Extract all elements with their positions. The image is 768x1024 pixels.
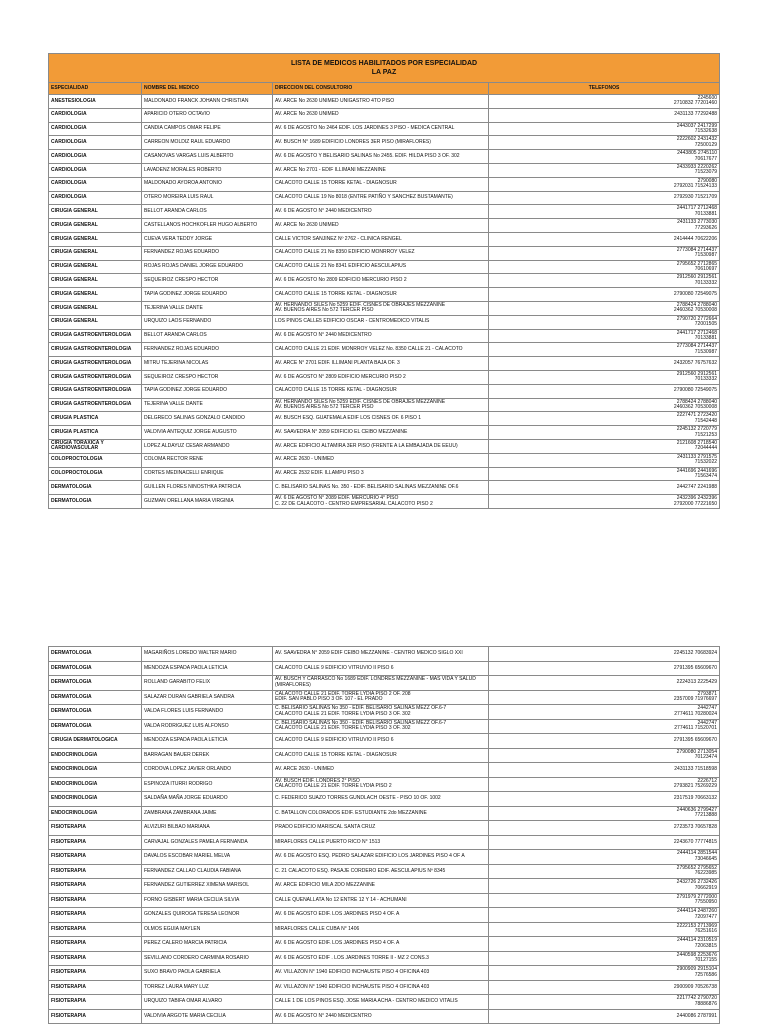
specialty-cell: COLOPROCTOLOGIA — [49, 467, 142, 481]
specialty-cell: FISIOTERAPIA — [49, 835, 142, 850]
specialty-cell: FISIOTERAPIA — [49, 893, 142, 908]
doctor-name-cell: APARICIO OTERO OCTAVIO — [142, 108, 273, 122]
phones-cell: 2790080 2792031 71524133 — [489, 177, 720, 191]
table-row — [49, 412, 720, 426]
table-row — [49, 647, 720, 662]
doctor-name-cell: MALDONADO AYOROA ANTONIO — [142, 177, 273, 191]
specialty-cell: CIRUGIA GENERAL — [49, 315, 142, 329]
doctor-name-cell: ZAMBRANA ZAMBRANA JAIME — [142, 806, 273, 821]
address-cell: CALACOTO CALLE 15 TORRE KETAL - DIAGNOSUR — [273, 748, 489, 763]
doctor-name-cell: ESPINOZA ITURRI RODRIGO — [142, 777, 273, 792]
table-row — [49, 191, 720, 205]
phones-cell: 2431133 2791575 71532022 — [489, 453, 720, 467]
phones-cell: 2723573 70657828 — [489, 821, 720, 836]
doctor-name-cell: SALDAÑA MAÑA JORGE EDUARDO — [142, 792, 273, 807]
table-row — [49, 690, 720, 705]
table-row — [49, 150, 720, 164]
specialty-cell: CIRUGIA PLASTICA — [49, 426, 142, 440]
doctor-name-cell: VALDA RODRIGUEZ LUIS ALFONSO — [142, 719, 273, 734]
table-row — [49, 719, 720, 734]
address-cell: AV. ARCE No 2630 UNIMED — [273, 108, 489, 122]
phones-cell: 2442747 2774611 71520701 — [489, 719, 720, 734]
phones-cell: 2121608 2718540 72044444 — [489, 439, 720, 453]
table-row — [49, 370, 720, 384]
phones-cell: 2912560 2912561 70133332 — [489, 274, 720, 288]
table-row — [49, 705, 720, 720]
doctor-name-cell: BARRAGAN BAUER DEREK — [142, 748, 273, 763]
table-row — [49, 995, 720, 1010]
specialty-cell: CIRUGIA GENERAL — [49, 219, 142, 233]
table-row — [49, 937, 720, 952]
table-row — [49, 908, 720, 923]
doctor-name-cell: TORREZ LAURA MARY LUZ — [142, 980, 273, 995]
table-row — [49, 232, 720, 246]
address-cell: CALACOTO CALLE 21 No 8350 EDIFICIO MONRROY VELEZ — [273, 246, 489, 260]
phones-cell: 2773084 2714437 71530987 — [489, 343, 720, 357]
specialty-cell: CIRUGIA GENERAL — [49, 288, 142, 302]
phones-cell: 2222153 2713969 76251616 — [489, 922, 720, 937]
phones-cell: 2443805 2745110 70617677 — [489, 150, 720, 164]
doctor-name-cell: GUILLEN FLORES NINOSTHKA PATRICIA — [142, 481, 273, 495]
phones-cell: 2222602 2431432 72500129 — [489, 136, 720, 150]
table-row — [49, 439, 720, 453]
doctor-name-cell: MAGARIÑOS LOREDO WALTER MARIO — [142, 647, 273, 662]
specialty-cell: ENDOCRINOLOGIA — [49, 806, 142, 821]
specialty-cell: FISIOTERAPIA — [49, 995, 142, 1010]
table-row — [49, 136, 720, 150]
phones-cell: 2793871 2357009 71976697 — [489, 690, 720, 705]
doctor-name-cell: PEREZ CALERO MARCIA PATRICIA — [142, 937, 273, 952]
table-row — [49, 1009, 720, 1024]
doctor-name-cell: TAPIA GODINEZ JORGE EDUARDO — [142, 288, 273, 302]
phones-cell: 2790080 72549075 — [489, 384, 720, 398]
address-cell: AV. 6 DE AGOSTO EDIF. LOS JARDINES PISO 4 OF. A — [273, 908, 489, 923]
table-row — [49, 879, 720, 894]
doctor-name-cell: ROJAS ROJAS DANIEL JORGE EDUARDO — [142, 260, 273, 274]
phones-cell: 2317519 70663132 — [489, 792, 720, 807]
doctors-table-page-2 — [48, 646, 720, 1024]
table-row — [49, 398, 720, 412]
address-cell: AV. SAAVEDRA N° 2059 EDIF CEIBO MEZZANINE - CENTRO MEDICO SIGLO XXI — [273, 647, 489, 662]
specialty-cell: CIRUGIA GASTROENTEROLOGIA — [49, 384, 142, 398]
table-row — [49, 777, 720, 792]
phones-cell: 2912560 2912561 70133332 — [489, 370, 720, 384]
header-nombre: NOMBRE DEL MEDICO — [142, 83, 273, 95]
address-cell: CALACOTO CALLE 15 TORRE KETAL - DIAGNOSUR — [273, 288, 489, 302]
specialty-cell: FISIOTERAPIA — [49, 966, 142, 981]
address-cell: C. BELISARIO SALINAS No 350 - EDIF. BELISARIO SALINAS MEZZ OF.6-7 CALACOTO CALLE 21 EDIF. TORRE LYDIA PISO 3 OF. 302 — [273, 705, 489, 720]
specialty-cell: FISIOTERAPIA — [49, 864, 142, 879]
address-cell: AV. 6 DE AGOSTO N° 2440 MEDICENTRO — [273, 1009, 489, 1024]
specialty-cell: CIRUGIA GENERAL — [49, 232, 142, 246]
table-row — [49, 453, 720, 467]
phones-cell: 2440636 2799427 77213888 — [489, 806, 720, 821]
specialty-cell: DERMATOLOGIA — [49, 647, 142, 662]
doctor-name-cell: SEQUEIROZ CRESPO HECTOR — [142, 274, 273, 288]
table-row — [49, 835, 720, 850]
doctor-name-cell: VALDIVIA ARGOTE MARIA CECILIA — [142, 1009, 273, 1024]
table-row — [49, 850, 720, 865]
phones-cell: 2224313 2225429 — [489, 676, 720, 691]
specialty-cell: ENDOCRINOLOGIA — [49, 777, 142, 792]
address-cell: AV. ARCE No 2630 UNIMED — [273, 219, 489, 233]
address-cell: LOS PINOS CALLE5 EDIFICIO OSCAR - CENTROMEDICO VITALIS — [273, 315, 489, 329]
address-cell: AV. BUSCH EDIF. LONDRES 2° PISO CALACOTO CALLE 21 EDIF. TORRE LYDIA PISO 2 — [273, 777, 489, 792]
doctor-name-cell: SEQUEIROZ CRESPO HECTOR — [142, 370, 273, 384]
doctor-name-cell: FERNANDEZ ROJAS EDUARDO — [142, 246, 273, 260]
address-cell: AV. SAAVEDRA N° 2059 EDIFICIO EL CEIBO MEZZANINE — [273, 426, 489, 440]
table-row — [49, 951, 720, 966]
doctors-table-page-1 — [48, 53, 720, 509]
table-row — [49, 177, 720, 191]
phones-cell: 2442747 2774611 70280024 — [489, 705, 720, 720]
doctor-name-cell: URQUIZO LAOS FERNANDO — [142, 315, 273, 329]
specialty-cell: DERMATOLOGIA — [49, 661, 142, 676]
doctor-name-cell: LAVADENZ MORALES ROBERTO — [142, 163, 273, 177]
doctor-name-cell: FERNANDEZ CALLAO CLAUDIA FABIANA — [142, 864, 273, 879]
doctor-name-cell: CASANOVAS VARGAS LUIS ALBERTO — [142, 150, 273, 164]
address-cell: AV. 6 DE AGOSTO No 2809 EDIFICIO MERCURIO PISO 2 — [273, 274, 489, 288]
table-title — [49, 54, 720, 83]
phones-cell: 2431133 77292488 — [489, 108, 720, 122]
specialty-cell: CIRUGIA TORAXICA Y CARDIOVASCULAR — [49, 439, 142, 453]
address-cell: AV. ARCE No 2701 - EDIF ILLIMANI MEZZANINE — [273, 163, 489, 177]
phones-cell: 2245600 2710832 77201460 — [489, 95, 720, 109]
address-cell: AV. 6 DE AGOSTO ESQ. PEDRO SALAZAR EDIFICIO LOS JARDINES PISO 4 OF A — [273, 850, 489, 865]
doctor-name-cell: CORTES MEDINACELLI ENRIQUE — [142, 467, 273, 481]
phones-cell: 2773084 2714437 71530987 — [489, 246, 720, 260]
address-cell: AV. 6 DE AGOSTO N° 2440 MEDICENTRO — [273, 205, 489, 219]
address-cell: C. 21 CALACOTO ESQ. PASAJE CORDERO EDIF. AESCULAPIUS Nº 8345 — [273, 864, 489, 879]
doctor-name-cell: GONZALES QUIROGA TERESA LEONOR — [142, 908, 273, 923]
phones-cell: 2442747 2241988 — [489, 481, 720, 495]
table-row — [49, 274, 720, 288]
phones-cell: 2440086 2787991 — [489, 1009, 720, 1024]
address-cell: AV. HERNANDO SILES No 5259 EDIF. CISNES DE OBRAJES MEZZANINE AV. BUENOS AIRES No 572 TERCER PISO — [273, 301, 489, 315]
address-cell: AV. ARCE 2630 - UNIMED — [273, 453, 489, 467]
doctor-name-cell: CANDIA CAMPOS OMAR FELIPE — [142, 122, 273, 136]
table-row — [49, 966, 720, 981]
table-row — [49, 246, 720, 260]
specialty-cell: COLOPROCTOLOGIA — [49, 453, 142, 467]
table-row — [49, 426, 720, 440]
phones-cell: 2788424 2788040 2460362 70530008 — [489, 301, 720, 315]
phones-cell: 2790720 2772664 72001505 — [489, 315, 720, 329]
specialty-cell: CIRUGIA GENERAL — [49, 246, 142, 260]
address-cell: AV. BUSCH N° 1689 EDIFICIO LONDRES 3ER PISO (MIRAFLORES) — [273, 136, 489, 150]
table-row — [49, 260, 720, 274]
doctor-name-cell: OTERO MOREIRA LUIS RAUL — [142, 191, 273, 205]
specialty-cell: ENDOCRINOLOGIA — [49, 763, 142, 778]
table-row — [49, 763, 720, 778]
address-cell: CALACOTO CALLE 19 No 8018 (ENTRE PATIÑO Y SANCHEZ BUSTAMANTE) — [273, 191, 489, 205]
doctor-name-cell: TEJERINA VALLE DANTE — [142, 398, 273, 412]
phones-cell: 2792930 71521709 — [489, 191, 720, 205]
specialty-cell: DERMATOLOGIA — [49, 676, 142, 691]
table-row — [49, 893, 720, 908]
doctor-name-cell: CASTELLANOS HOCHKOFLER HUGO ALBERTO — [142, 219, 273, 233]
specialty-cell: FISIOTERAPIA — [49, 922, 142, 937]
doctor-name-cell: CUEVA VERA TEDDY JORGE — [142, 232, 273, 246]
phones-cell: 2790080 2713054 70123474 — [489, 748, 720, 763]
phones-cell: 2443037 2417299 71532638 — [489, 122, 720, 136]
address-cell: AV. 6 DE AGOSTO EDIF . LOS JARDINES TORRE II - MZ 2 CONS.3 — [273, 951, 489, 966]
table-row — [49, 329, 720, 343]
address-cell: AV. ARCE EDIFICIO ALTAMIRA 3ER PISO (FRENTE A LA EMBAJADA DE EEUU) — [273, 439, 489, 453]
address-cell: AV. BUSCH Y CARRASCO No 1689 EDIF. LONDRES MEZZANINE - MAS VIDA Y SALUD (MIRAFLORES) — [273, 676, 489, 691]
table-row — [49, 288, 720, 302]
phones-cell: 2791395 65609670 — [489, 734, 720, 749]
specialty-cell: CIRUGIA GASTROENTEROLOGIA — [49, 357, 142, 371]
phones-cell: 2441696 2441696 71563474 — [489, 467, 720, 481]
address-cell: CALACOTO CALLE 21 No 8341 EDIFICIO AESCULAPIUS — [273, 260, 489, 274]
title-line-1: LISTA DE MEDICOS HABILITADOS POR ESPECIALIDAD — [290, 60, 478, 67]
address-cell: AV. BUSCH ESQ. GUATEMALA EDIF LOS CISNES OF. 6 PISO 1 — [273, 412, 489, 426]
specialty-cell: DERMATOLOGIA — [49, 705, 142, 720]
phones-cell: 2444114 2851544 73046645 — [489, 850, 720, 865]
table-row — [49, 343, 720, 357]
table-row — [49, 661, 720, 676]
doctor-name-cell: ROLLAND GARABITO FELIX — [142, 676, 273, 691]
specialty-cell: FISIOTERAPIA — [49, 980, 142, 995]
specialty-cell: FISIOTERAPIA — [49, 879, 142, 894]
phones-cell: 2788424 2788040 2460362 70530008 — [489, 398, 720, 412]
phones-cell: 2217742 2790720 78886876 — [489, 995, 720, 1010]
phones-cell: 2440598 2253676 70127155 — [489, 951, 720, 966]
specialty-cell: CIRUGIA GASTROENTEROLOGIA — [49, 329, 142, 343]
phones-cell: 2432396 2432396 2792000 77221650 — [489, 495, 720, 509]
phones-cell: 2433933 2220262 71523079 — [489, 163, 720, 177]
address-cell: AV. ARCE No 2630 UNIMED UNIGASTRO 4TO PISO — [273, 95, 489, 109]
doctor-name-cell: BELLOT ARANDA CARLOS — [142, 205, 273, 219]
header-direccion: DIRECCION DEL CONSULTORIO — [273, 83, 489, 95]
specialty-cell: FISIOTERAPIA — [49, 937, 142, 952]
doctor-name-cell: MALDONADO FRANCK JOHANN CHRISTIAN — [142, 95, 273, 109]
doctor-name-cell: SEVILLANO CORDERO CARMINIA ROSARIO — [142, 951, 273, 966]
address-cell: CALACOTO CALLE 15 TORRE KETAL - DIAGNOSUR — [273, 384, 489, 398]
table-title-row — [49, 54, 720, 83]
doctor-name-cell: FORNO GISBERT MARIA CECILIA SILVIA — [142, 893, 273, 908]
address-cell: AV. 6 DE AGOSTO EDIF. LOS JARDINES PISO 4 OF. A — [273, 937, 489, 952]
table-row — [49, 821, 720, 836]
table-row — [49, 467, 720, 481]
specialty-cell: CIRUGIA GENERAL — [49, 274, 142, 288]
phones-cell: 2414444 70622206 — [489, 232, 720, 246]
table-row — [49, 748, 720, 763]
address-cell: AV. ARCE 2630 - UNIMED — [273, 763, 489, 778]
address-cell: CALLE QUENALLATA No 12 ENTRE 12 Y 14 - ACHUMANI — [273, 893, 489, 908]
address-cell: PRADO EDIFICIO MARISCAL SANTA CRUZ — [273, 821, 489, 836]
address-cell: C. BELISARIO SALINAS No. 350 - EDIF. BELISARIO SALINAS MEZZANINE OF.6 — [273, 481, 489, 495]
table-row — [49, 357, 720, 371]
doctor-name-cell: CARVAJAL GONZALES PAMELA FERNANDA — [142, 835, 273, 850]
address-cell: AV. 6 DE AGOSTO Y BELISARIO SALINAS No 2455. EDIF. HILDA PISO 3 OF. 302 — [273, 150, 489, 164]
header-telefonos: TELEFONOS — [489, 83, 720, 95]
doctor-name-cell: URQUIZO TABIFA OMAR ALVARO — [142, 995, 273, 1010]
phones-cell: 2441717 2712468 70133881 — [489, 205, 720, 219]
phones-cell: 2790080 72549075 — [489, 288, 720, 302]
title-line-2: LA PAZ — [371, 69, 397, 76]
table-row — [49, 481, 720, 495]
phones-cell: 2431133 2773030 77293626 — [489, 219, 720, 233]
specialty-cell: DERMATOLOGIA — [49, 481, 142, 495]
address-cell: CALACOTO CALLE 21 EDIF. TORRE LYDIA PISO 2 OF. 208 EDIF. SAN PABLO PISO 3 OF. 107 - EL PRADO — [273, 690, 489, 705]
specialty-cell: ENDOCRINOLOGIA — [49, 792, 142, 807]
doctor-name-cell: SALAZAR DURAN GABRIELA SANDRA — [142, 690, 273, 705]
table-row — [49, 734, 720, 749]
doctor-name-cell: TEJERINA VALLE DANTE — [142, 301, 273, 315]
header-especialidad: ESPECIALIDAD — [49, 83, 142, 95]
column-header-row — [49, 83, 720, 95]
phones-cell: 2791979 2772000 77550950 — [489, 893, 720, 908]
specialty-cell: CIRUGIA PLASTICA — [49, 412, 142, 426]
doctor-name-cell: COLOMA RECTOR RENE — [142, 453, 273, 467]
table-row — [49, 122, 720, 136]
specialty-cell: CARDIOLOGIA — [49, 150, 142, 164]
specialty-cell: CARDIOLOGIA — [49, 136, 142, 150]
address-cell: CALLE 1 DE LOS PINOS ESQ. JOSE MARIA ACHA - CENTRO MEDICO VITALIS — [273, 995, 489, 1010]
phones-cell: 2900909 70526738 — [489, 980, 720, 995]
doctor-name-cell: VALDIVIA ANTEQUIZ JORGE AUGUSTO — [142, 426, 273, 440]
address-cell: AV. VILLAZON N° 1940 EDIFICIO INCHAUSTE PISO 4 OFICINA 403 — [273, 966, 489, 981]
doctor-name-cell: OLMOS EGUIA MAYLEN — [142, 922, 273, 937]
specialty-cell: CARDIOLOGIA — [49, 122, 142, 136]
specialty-cell: CIRUGIA DERMATOLOGICA — [49, 734, 142, 749]
table-row — [49, 676, 720, 691]
phones-cell: 2432726 2732426 70662919 — [489, 879, 720, 894]
phones-cell: 2245132 2720779 71521253 — [489, 426, 720, 440]
specialty-cell: CARDIOLOGIA — [49, 108, 142, 122]
phones-cell: 2243670 77774815 — [489, 835, 720, 850]
specialty-cell: ENDOCRINOLOGIA — [49, 748, 142, 763]
address-cell: AV. VILLAZON N° 1940 EDIFICIO INCHAUSTE PISO 4 OFICINA 403 — [273, 980, 489, 995]
specialty-cell: CIRUGIA GASTROENTEROLOGIA — [49, 398, 142, 412]
address-cell: MIRAFLORES CALLE CUBA N° 1406 — [273, 922, 489, 937]
address-cell: C. BELISARIO SALINAS No 350 - EDIF. BELISARIO SALINAS MEZZ OF.6-7 CALACOTO CALLE 21 EDIF. TORRE LYDIA PISO 3 OF. 302 — [273, 719, 489, 734]
address-cell: AV. ARCE 2532 EDIF. ILLAMPU PISO 3 — [273, 467, 489, 481]
address-cell: C. BATALLON COLORADOS EDIF. ESTUDIANTE 2do MEZZANINE — [273, 806, 489, 821]
address-cell: CALACOTO CALLE 21 EDIF. MONRROY VELEZ No. 8350 CALLE 21 - CALACOTO — [273, 343, 489, 357]
address-cell: AV. 6 DE AGOSTO N° 2809 EDIFICIO MERCURIO PISO 2 — [273, 370, 489, 384]
doctor-name-cell: BELLOT ARANDA CARLOS — [142, 329, 273, 343]
address-cell: AV. HERNANDO SILES No 5259 EDIF. CISNES DE OBRAJES MEZZANINE AV. BUENOS AIRES No 572 TERCER PISO — [273, 398, 489, 412]
doctor-name-cell: DELGRECO SALINAS GONZALO CANDIDO — [142, 412, 273, 426]
specialty-cell: ANESTESIOLOGIA — [49, 95, 142, 109]
doctor-name-cell: DAVALOS ESCOBAR MARIEL MELVA — [142, 850, 273, 865]
specialty-cell: FISIOTERAPIA — [49, 908, 142, 923]
doctor-name-cell: LOPEZ ALDAYUZ CESAR ARMANDO — [142, 439, 273, 453]
table-row — [49, 108, 720, 122]
specialty-cell: CIRUGIA GASTROENTEROLOGIA — [49, 370, 142, 384]
specialty-cell: CIRUGIA GENERAL — [49, 301, 142, 315]
doctor-name-cell: CARREON MOLDIZ RAUL EDUARDO — [142, 136, 273, 150]
phones-cell: 2444114 2487260 72097477 — [489, 908, 720, 923]
specialty-cell: DERMATOLOGIA — [49, 690, 142, 705]
table-row — [49, 980, 720, 995]
address-cell: CALACOTO CALLE 15 TORRE KETAL - DIAGNOSUR — [273, 177, 489, 191]
doctor-name-cell: SUXO BRAVO PAOLA GABRIELA — [142, 966, 273, 981]
table-row — [49, 922, 720, 937]
specialty-cell: CIRUGIA GENERAL — [49, 260, 142, 274]
specialty-cell: DERMATOLOGIA — [49, 495, 142, 509]
table-row — [49, 315, 720, 329]
specialty-cell: FISIOTERAPIA — [49, 951, 142, 966]
specialty-cell: CIRUGIA GASTROENTEROLOGIA — [49, 343, 142, 357]
table-row — [49, 792, 720, 807]
address-cell: CALACOTO CALLE 9 EDIFICIO VITRUVIO II PISO 6 — [273, 661, 489, 676]
specialty-cell: FISIOTERAPIA — [49, 821, 142, 836]
phones-cell: 2441717 2712468 70133881 — [489, 329, 720, 343]
address-cell: CALACOTO CALLE 9 EDIFICIO VITRUVIO II PISO 6 — [273, 734, 489, 749]
specialty-cell: CARDIOLOGIA — [49, 163, 142, 177]
address-cell: AV. ARCE N° 2701 EDIF. ILLIMANI PLANTA BAJA OF. 3 — [273, 357, 489, 371]
specialty-cell: FISIOTERAPIA — [49, 850, 142, 865]
doctor-name-cell: MENDOZA ESPADA PAOLA LETICIA — [142, 661, 273, 676]
address-cell: AV. 6 DE AGOSTO No 2464 EDIF. LOS JARDINES 3 PISO - MEDICA CENTRAL — [273, 122, 489, 136]
doctor-name-cell: CORDOVA LOPEZ JAVIER ORLANDO — [142, 763, 273, 778]
address-cell: AV. 6 DE AGOSTO N° 2089 EDIF. MERCURIO 4° PISO C. 22 DE CALACOTO - CENTRO EMPRESARIAL CALACOTO PISO 2 — [273, 495, 489, 509]
phones-cell: 2900909 2915104 72576586 — [489, 966, 720, 981]
table-row — [49, 301, 720, 315]
phones-cell: 2444114 2310519 72063815 — [489, 937, 720, 952]
doctor-name-cell: VALDA FLORES LUIS FERNANDO — [142, 705, 273, 720]
phones-cell: 2795652 2712865 70610697 — [489, 260, 720, 274]
phones-cell: 2245132 70683924 — [489, 647, 720, 662]
specialty-cell: CARDIOLOGIA — [49, 177, 142, 191]
phones-cell: 2431133 71518598 — [489, 763, 720, 778]
doctor-name-cell: FERNANDEZ ROJAS EDUARDO — [142, 343, 273, 357]
table-row — [49, 219, 720, 233]
table-row — [49, 864, 720, 879]
phones-cell: 2791395 65609670 — [489, 661, 720, 676]
address-cell: CALLE VICTOR SANJINEZ Nº 2762 - CLINICA RENGEL — [273, 232, 489, 246]
doctor-name-cell: TAPIA GODINEZ JORGE EDUARDO — [142, 384, 273, 398]
specialty-cell: DERMATOLOGIA — [49, 719, 142, 734]
table-row — [49, 806, 720, 821]
phones-cell: 2795652 2795652 76223985 — [489, 864, 720, 879]
table-row — [49, 163, 720, 177]
address-cell: AV. 6 DE AGOSTO N° 2440 MEDICENTRO — [273, 329, 489, 343]
address-cell: AV. ARCE EDIFICIO MILA 2DO MEZZANINE — [273, 879, 489, 894]
specialty-cell: FISIOTERAPIA — [49, 1009, 142, 1024]
doctor-name-cell: MENDOZA ESPADA PAOLA LETICIA — [142, 734, 273, 749]
address-cell: MIRAFLORES CALLE PUERTO RICO N° 1513 — [273, 835, 489, 850]
doctor-name-cell: GUZMAN ORELLANA MARIA VIRGINIA — [142, 495, 273, 509]
table-row — [49, 384, 720, 398]
doctor-name-cell: MITRU TEJERINA NICOLAS — [142, 357, 273, 371]
table-row — [49, 495, 720, 509]
phones-cell: 2226712 2793821 75269229 — [489, 777, 720, 792]
doctor-name-cell: FERNANDEZ GUTIERREZ XIMENA MARISOL — [142, 879, 273, 894]
table-row — [49, 95, 720, 109]
doctor-name-cell: ALVIZURI BILBAO MARIANA — [142, 821, 273, 836]
phones-cell: 2227471 2723420 71542448 — [489, 412, 720, 426]
specialty-cell: CIRUGIA GENERAL — [49, 205, 142, 219]
table-row — [49, 205, 720, 219]
address-cell: C. FEDERICO SUAZO TORRES GUNDLACH OESTE - PISO 10 OF. 1002 — [273, 792, 489, 807]
specialty-cell: CARDIOLOGIA — [49, 191, 142, 205]
phones-cell: 2432057 76757632 — [489, 357, 720, 371]
